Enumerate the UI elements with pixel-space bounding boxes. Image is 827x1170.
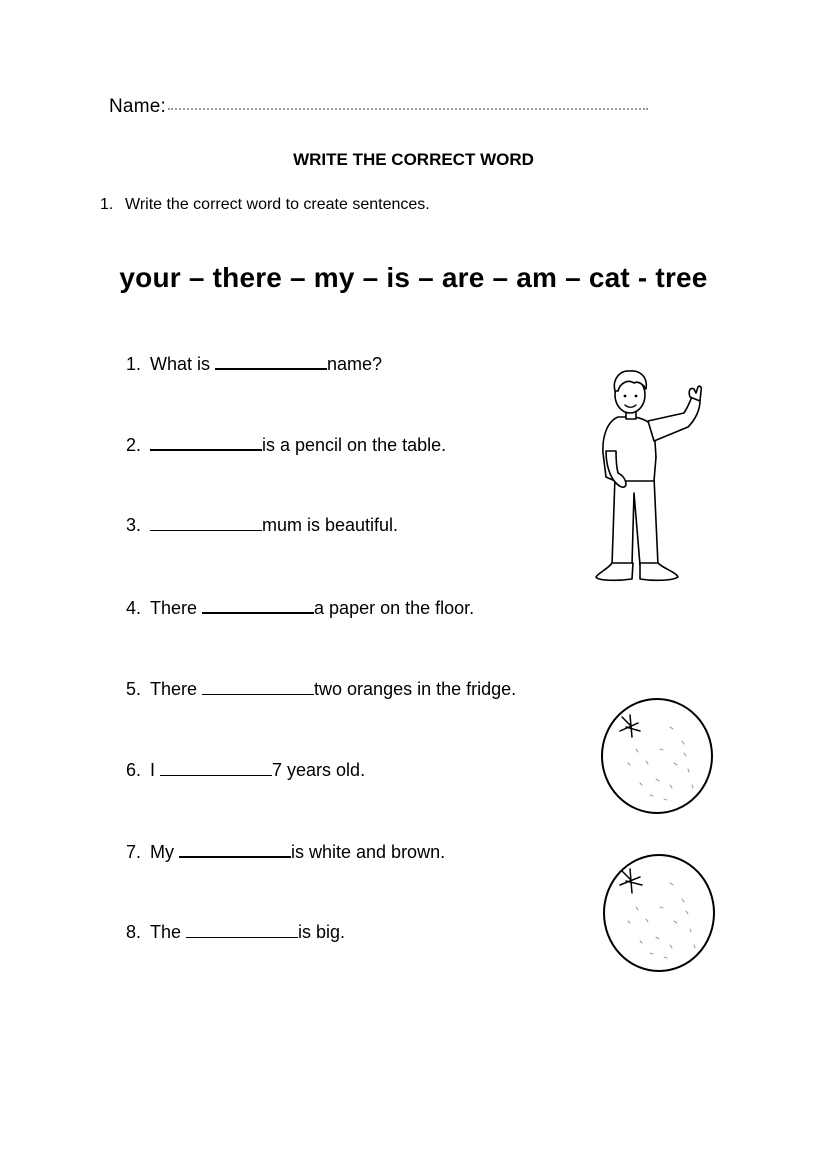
- question-4: [126, 595, 474, 619]
- question-number: 1.: [126, 354, 142, 374]
- question-text-after: a paper on the floor.: [314, 598, 475, 618]
- worksheet-title: WRITE THE CORRECT WORD: [293, 150, 534, 169]
- question-5: [126, 677, 516, 700]
- orange-illustration: [602, 853, 718, 973]
- answer-blank[interactable]: [150, 513, 262, 531]
- answer-blank[interactable]: [215, 351, 327, 370]
- question-number: 3.: [126, 515, 142, 535]
- name-label: Name:: [109, 96, 166, 117]
- question-number: 6.: [126, 760, 142, 780]
- question-text-after: name?: [327, 354, 383, 374]
- question-number: 7.: [126, 842, 142, 862]
- instruction: [100, 196, 430, 214]
- question-text-after: two oranges in the fridge.: [314, 679, 517, 699]
- question-text-before: I: [150, 760, 161, 780]
- question-text-before: My: [150, 842, 179, 862]
- answer-blank[interactable]: [150, 432, 262, 451]
- question-text-before: What is: [150, 354, 216, 374]
- question-6: [126, 758, 365, 781]
- name-row: [109, 96, 648, 118]
- question-number: 2.: [126, 435, 142, 455]
- instruction-text: Write the correct word to create sentences.: [125, 196, 430, 213]
- answer-blank[interactable]: [179, 839, 291, 858]
- question-text-before: There: [150, 679, 203, 699]
- name-answer-line[interactable]: [168, 106, 648, 110]
- question-1: [126, 351, 382, 375]
- orange-illustration: [600, 697, 716, 815]
- question-number: 8.: [126, 922, 142, 942]
- question-text-before: The: [150, 922, 187, 942]
- question-number: 4.: [126, 598, 142, 618]
- question-text-after: mum is beautiful.: [262, 515, 399, 535]
- answer-blank[interactable]: [186, 920, 298, 938]
- question-7: [126, 839, 445, 863]
- word-bank: your – there – my – is – are – am – cat - tree: [119, 262, 708, 293]
- answer-blank[interactable]: [202, 595, 314, 614]
- question-text-before: There: [150, 598, 203, 618]
- question-text-after: is a pencil on the table.: [262, 435, 447, 455]
- question-2: [126, 432, 446, 456]
- question-text-after: is white and brown.: [291, 842, 446, 862]
- waving-boy-illustration: [588, 365, 704, 590]
- question-text-after: 7 years old.: [272, 760, 366, 780]
- answer-blank[interactable]: [202, 677, 314, 695]
- question-text-after: is big.: [298, 922, 346, 942]
- answer-blank[interactable]: [160, 758, 272, 776]
- question-3: [126, 513, 398, 536]
- question-8: [126, 920, 345, 943]
- question-number: 5.: [126, 679, 142, 699]
- instruction-number: 1.: [100, 196, 114, 213]
